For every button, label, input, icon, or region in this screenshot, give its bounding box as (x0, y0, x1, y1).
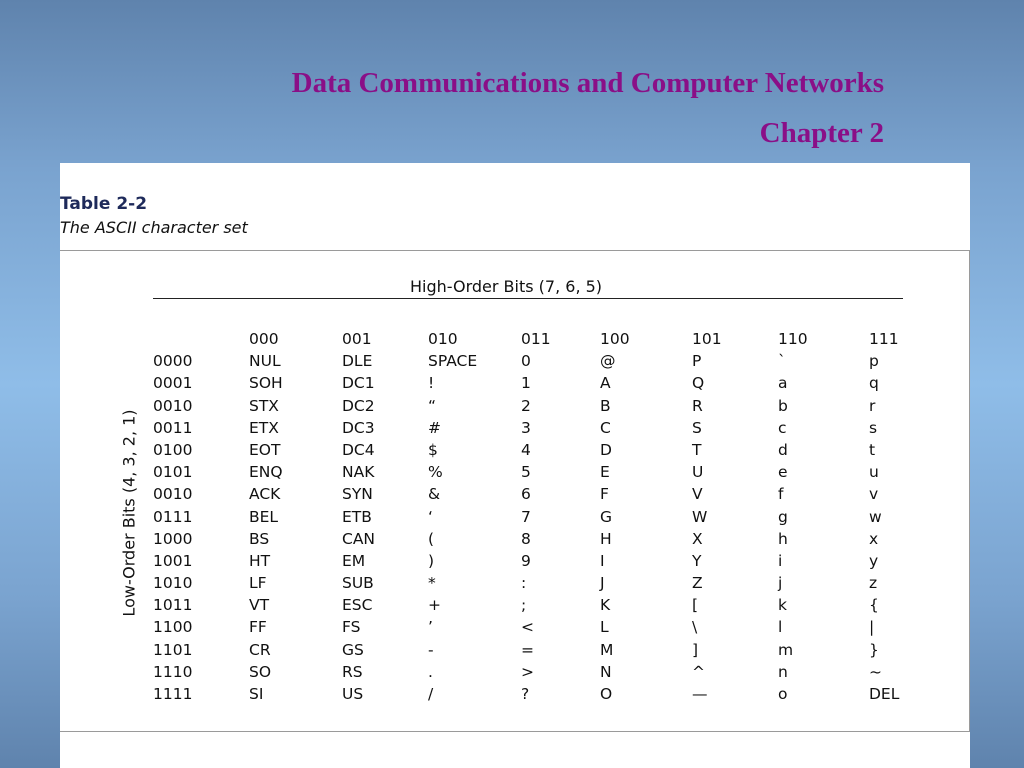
corner-cell (153, 328, 249, 350)
table-row (153, 395, 909, 417)
table-cell: / (428, 685, 434, 703)
table-row (153, 372, 909, 394)
table-cell: Z (692, 574, 703, 593)
table-cell: K (600, 596, 611, 615)
table-cell: s (869, 418, 878, 437)
table-cell: Q (692, 374, 705, 393)
table-cell: t (869, 440, 876, 459)
table-cell: P (692, 352, 702, 371)
table-cell: d (778, 440, 788, 459)
table-cell: : (521, 574, 527, 593)
table-cell: = (521, 640, 534, 659)
slide-title-line2: Chapter 2 (759, 117, 884, 149)
table-cell: HT (249, 551, 271, 570)
table-cell: SUB (342, 574, 374, 593)
table-cell: [ (692, 596, 699, 615)
table-cell: 8 (521, 529, 531, 548)
row-header: 1100 (153, 618, 193, 637)
row-header: 1001 (153, 551, 193, 570)
table-cell: r (869, 396, 876, 415)
column-header: 101 (692, 330, 722, 348)
table-cell: C (600, 418, 611, 437)
table-cell: VT (249, 596, 270, 615)
table-cell: V (692, 485, 703, 504)
table-cell: g (778, 507, 788, 526)
row-header: 0111 (153, 507, 193, 526)
table-panel (60, 163, 970, 768)
table-cell: } (869, 640, 879, 659)
column-header: 000 (249, 330, 279, 348)
table-cell: \ (692, 618, 698, 637)
table-cell: b (778, 396, 788, 415)
table-cell: h (778, 529, 788, 548)
table-cell: Y (692, 551, 702, 570)
table-row (153, 350, 909, 372)
column-header: 010 (428, 330, 458, 348)
table-cell: DEL (869, 685, 900, 703)
row-header: 1011 (153, 596, 193, 615)
row-header: 0011 (153, 418, 193, 437)
table-cell: q (869, 374, 879, 393)
table-cell: SPACE (428, 352, 478, 371)
row-header: 1111 (153, 685, 193, 703)
table-cell: G (600, 507, 613, 526)
table-cell: v (869, 485, 879, 504)
table-row (153, 439, 909, 461)
table-cell: x (869, 529, 879, 548)
table-cell: ‘ (428, 507, 433, 526)
table-cell: i (778, 551, 783, 570)
table-row (153, 616, 909, 638)
table-cell: STX (249, 396, 279, 415)
table-cell: GS (342, 640, 364, 659)
slide-title-line1: Data Communications and Computer Networks (291, 67, 884, 99)
row-header: 0001 (153, 374, 193, 393)
table-cell: u (869, 463, 879, 482)
table-cell: ETX (249, 418, 279, 437)
table-number: Table 2-2 (60, 194, 148, 214)
table-cell: LF (249, 574, 267, 593)
table-cell: EM (342, 551, 366, 570)
table-cell: US (342, 685, 364, 703)
table-cell: k (778, 596, 787, 615)
table-row (153, 572, 909, 594)
table-row (153, 528, 909, 550)
table-cell: R (692, 396, 703, 415)
table-cell: { (869, 596, 879, 615)
table-row (153, 417, 909, 439)
table-cell: ; (521, 596, 527, 615)
table-cell: ! (428, 374, 435, 393)
table-cell: DC3 (342, 418, 375, 437)
table-cell: 1 (521, 374, 531, 393)
table-row (153, 594, 909, 616)
table-row (153, 483, 909, 505)
table-row (153, 683, 909, 705)
table-cell: EOT (249, 440, 281, 459)
table-cell: @ (600, 352, 616, 371)
table-cell: DC4 (342, 440, 375, 459)
table-cell: “ (428, 396, 437, 415)
table-cell: D (600, 440, 612, 459)
table-cell: T (692, 440, 702, 459)
column-header: 011 (521, 330, 551, 348)
table-cell: m (778, 640, 794, 659)
table-cell: SO (249, 662, 272, 681)
table-cell: FS (342, 618, 361, 637)
table-row (153, 661, 909, 683)
table-cell: ENQ (249, 463, 283, 482)
table-caption (60, 191, 248, 239)
high-order-bits-label: High-Order Bits (7, 6, 5) (410, 277, 603, 296)
table-cell: l (778, 618, 783, 637)
table-cell: 2 (521, 396, 531, 415)
row-header: 0101 (153, 463, 193, 482)
header-row (153, 328, 909, 350)
table-cell: SYN (342, 485, 373, 504)
table-cell: ~ (869, 662, 882, 681)
table-cell: z (869, 574, 878, 593)
ascii-grid (153, 328, 909, 705)
table-cell: < (521, 618, 534, 637)
table-cell: 7 (521, 507, 531, 526)
table-cell: . (428, 662, 433, 681)
table-cell: ACK (249, 485, 281, 504)
table-cell: W (692, 507, 708, 526)
table-cell: FF (249, 618, 267, 637)
table-cell: n (778, 662, 788, 681)
column-header: 100 (600, 330, 630, 348)
table-cell: ESC (342, 596, 373, 615)
table-row (153, 639, 909, 661)
table-cell: — (692, 685, 708, 703)
table-cell: CR (249, 640, 271, 659)
table-cell: 6 (521, 485, 531, 504)
table-cell: BS (249, 529, 270, 548)
table-cell: ? (521, 685, 530, 703)
column-header: 110 (778, 330, 808, 348)
row-header: 1010 (153, 574, 193, 593)
table-cell: NUL (249, 352, 281, 371)
table-cell: 5 (521, 463, 531, 482)
table-cell: & (428, 485, 441, 504)
table-cell: CAN (342, 529, 376, 548)
row-header: 0010 (153, 396, 193, 415)
table-cell: BEL (249, 507, 279, 526)
table-cell: E (600, 463, 610, 482)
table-cell: w (869, 507, 882, 526)
table-cell: M (600, 640, 614, 659)
table-cell: p (869, 352, 879, 371)
table-cell: B (600, 396, 611, 415)
low-order-bits-label: Low-Order Bits (4, 3, 2, 1) (119, 409, 139, 617)
slide-title (292, 58, 884, 158)
table-cell: ` (778, 352, 786, 371)
row-header: 1101 (153, 640, 193, 659)
table-cell: y (869, 551, 879, 570)
table-cell: a (778, 374, 788, 393)
table-cell: F (600, 485, 609, 504)
table-cell: ’ (428, 618, 433, 637)
table-cell: H (600, 529, 612, 548)
row-header: 0100 (153, 440, 193, 459)
table-cell: SI (249, 685, 264, 703)
row-header: 0000 (153, 352, 193, 371)
table-cell: ] (692, 640, 699, 659)
table-cell: ( (428, 529, 435, 548)
table-cell: ^ (692, 662, 705, 681)
table-cell: ETB (342, 507, 372, 526)
table-cell: SOH (249, 374, 283, 393)
table-cell: N (600, 662, 612, 681)
table-cell: 0 (521, 352, 531, 371)
table-cell: # (428, 418, 441, 437)
table-cell: ) (428, 551, 435, 570)
table-cell: U (692, 463, 704, 482)
column-header: 111 (869, 330, 899, 348)
table-cell: - (428, 640, 434, 659)
table-cell: c (778, 418, 787, 437)
table-row (153, 506, 909, 528)
table-cell: o (778, 685, 788, 703)
table-cell: > (521, 662, 534, 681)
table-cell: RS (342, 662, 363, 681)
table-cell: j (778, 574, 783, 593)
table-cell: 4 (521, 440, 531, 459)
table-cell: J (600, 574, 605, 593)
table-cell: A (600, 374, 611, 393)
table-cell: * (428, 574, 436, 593)
row-header: 1110 (153, 662, 193, 681)
table-cell: NAK (342, 463, 375, 482)
table-row (153, 461, 909, 483)
row-header: 0010 (153, 485, 193, 504)
column-header: 001 (342, 330, 372, 348)
table-description: The ASCII character set (60, 218, 248, 237)
table-cell: + (428, 596, 441, 615)
table-cell: X (692, 529, 703, 548)
table-cell: 3 (521, 418, 531, 437)
table-cell: e (778, 463, 788, 482)
table-cell: DC2 (342, 396, 375, 415)
table-cell: DLE (342, 352, 373, 371)
table-cell: 9 (521, 551, 531, 570)
row-header: 1000 (153, 529, 193, 548)
table-cell: $ (428, 440, 438, 459)
ascii-table (60, 250, 970, 732)
header-rule (153, 298, 903, 299)
table-cell: I (600, 551, 605, 570)
table-cell: | (869, 618, 875, 637)
table-row (153, 550, 909, 572)
table-cell: O (600, 685, 613, 703)
table-cell: % (428, 463, 443, 482)
table-cell: DC1 (342, 374, 375, 393)
table-cell: L (600, 618, 609, 637)
table-cell: f (778, 485, 784, 504)
table-cell: S (692, 418, 702, 437)
